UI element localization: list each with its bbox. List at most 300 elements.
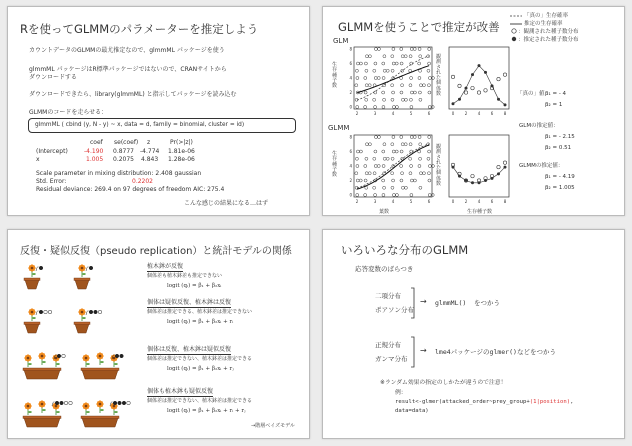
observed-point: [356, 194, 359, 197]
glmm-b1: β₁ = - 4.19: [545, 174, 575, 180]
observed-point: [428, 106, 431, 109]
observed-point: [382, 106, 385, 109]
observed-point: [382, 62, 385, 65]
observed-point: [391, 172, 394, 175]
arrow-1: →: [420, 297, 427, 306]
observed-point: [400, 62, 403, 65]
row-intercept-se: 0.8777: [113, 148, 134, 155]
legend-obs-symbol: [512, 29, 516, 33]
observed-point: [395, 194, 398, 197]
observed-point: [368, 143, 371, 146]
observed-point: [373, 157, 376, 160]
glm-distribution-plot: [443, 45, 513, 120]
row-intercept-z: -4.774: [140, 148, 160, 155]
observed-dist-point: [503, 161, 506, 164]
observed-point: [373, 69, 376, 72]
slide1-bullet2b: ダウンロードする: [29, 74, 77, 81]
glm-est-label: GLMの推定値：: [519, 123, 559, 129]
observed-point: [401, 143, 404, 146]
observed-point: [395, 106, 398, 109]
col-coef: coef: [90, 139, 103, 146]
example-code1: result<-glmer(attacked_order~prey_group+: [395, 399, 530, 405]
observed-point: [409, 55, 412, 58]
observed-point: [374, 62, 377, 65]
slide1-code-intro: GLMMのコードを走らせる：: [29, 109, 108, 116]
case2-title: 個体は疑似反復、植木鉢は反復: [147, 299, 232, 306]
estimated-dist-point: [452, 102, 455, 105]
observed-point: [365, 69, 368, 72]
observed-point: [392, 194, 395, 197]
observed-dist-point: [503, 73, 506, 76]
slide1-bullet1: カウントデータのGLMMの最尤推定なので、glmmML パッケージを使う: [29, 47, 225, 54]
example-code2: ,: [570, 399, 574, 405]
observed-point: [401, 55, 404, 58]
estimated-dist-point: [497, 98, 500, 101]
observed-point: [391, 157, 394, 160]
flower-icon: [38, 400, 45, 413]
y-label-glm: 生存種子数: [332, 62, 338, 89]
observed-point: [419, 143, 422, 146]
observed-point: [383, 98, 386, 101]
observed-point: [373, 186, 376, 189]
observed-point: [374, 48, 377, 51]
observed-point: [428, 136, 431, 139]
observed-point: [418, 91, 421, 94]
row-x-p: 1.28e-06: [168, 156, 195, 163]
observed-point: [365, 172, 368, 175]
observed-point: [419, 157, 422, 160]
observed-point: [364, 77, 367, 80]
flower-icon: [78, 264, 85, 277]
pkg2-line: [435, 348, 556, 356]
observed-point: [374, 136, 377, 139]
observed-point: [413, 48, 416, 51]
row-intercept-coef: -4.190: [84, 148, 104, 155]
y-tick-label: 6: [349, 61, 352, 66]
arrow-2: →: [420, 346, 427, 355]
observed-point: [391, 143, 394, 146]
observed-point: [374, 77, 377, 80]
estimated-dist-point: [465, 87, 468, 90]
observed-point: [377, 48, 380, 51]
observed-point: [427, 157, 430, 160]
glmm-label: GLMM: [328, 124, 350, 132]
x-tick-label: 0: [451, 111, 455, 116]
slide3-title: 反復・疑似反復（pseudo replication）と統計モデルの関係: [20, 246, 292, 257]
flower-icon: [24, 402, 31, 415]
observed-point: [368, 84, 371, 87]
observed-point: [377, 77, 380, 80]
seed-empty-icon: [64, 401, 68, 405]
dist-gamma: ガンマ分布: [375, 355, 408, 363]
y-tick-label: 6: [349, 149, 352, 154]
slide3-footer: →階層ベイズモデル: [251, 423, 295, 429]
observed-point: [428, 150, 431, 153]
x-tick-label: 3: [373, 199, 377, 204]
slide-various-distributions: [322, 229, 625, 439]
x-tick-label: 5: [409, 111, 413, 116]
estimated-dist-point: [497, 172, 500, 175]
legend-obs: ：観測された種子数分布: [518, 29, 579, 35]
observed-point: [377, 136, 380, 139]
observed-point: [428, 77, 431, 80]
x-tick-label: 5: [409, 199, 413, 204]
observed-point: [365, 84, 368, 87]
slide4-title: いろいろな分布のGLMM: [341, 243, 469, 257]
y-tick-label: 0: [349, 104, 352, 110]
seed-arrow-icon: [86, 311, 89, 315]
row-x-label: x: [36, 156, 40, 163]
flower-pot: [23, 368, 61, 379]
observed-point: [365, 55, 368, 58]
observed-point: [401, 186, 404, 189]
flower-pot: [23, 416, 61, 427]
seed-filled-icon: [118, 401, 122, 405]
case2-desc: 個体差は推定できる、植木鉢差は推定できない: [147, 309, 253, 315]
seed-filled-icon: [120, 354, 124, 358]
observed-point: [382, 179, 385, 182]
example-code-red: (1|position): [529, 399, 571, 405]
pkg2-text2: などをつかう: [516, 348, 556, 356]
observed-point: [382, 91, 385, 94]
estimated-dist-point: [504, 103, 507, 106]
observed-point: [419, 172, 422, 175]
pkg2-code2: glmer(): [489, 348, 517, 356]
dist-binomial: 二項分布: [375, 292, 401, 300]
observed-point: [356, 165, 359, 168]
seed-filled-icon: [57, 354, 61, 358]
flower-pot: [81, 416, 119, 427]
observed-dist-point: [471, 86, 474, 89]
slide1-bullet3: ダウンロードできたら、library(glmmML) と指示してパッケージを読み込む: [29, 91, 237, 98]
observed-point: [413, 179, 416, 182]
observed-point: [401, 172, 404, 175]
observed-point: [383, 55, 386, 58]
row-x-coef: 1.005: [86, 156, 104, 163]
slide-glmm-estimation: [7, 6, 310, 216]
x-tick-label: 3: [373, 111, 377, 116]
case2-formula: logit (qᵢ) = β₁ + β₂xᵢ + rᵢ: [167, 319, 234, 325]
observed-point: [410, 48, 413, 51]
observed-point: [410, 91, 413, 94]
observed-point: [374, 165, 377, 168]
seed-filled-icon: [89, 266, 93, 270]
observed-point: [356, 179, 359, 182]
glm-b2: β₂ = 0.51: [545, 145, 572, 151]
seed-arrow-icon: [86, 267, 89, 271]
x-label-seed: 生存種子数: [467, 209, 493, 215]
observed-dist-point: [458, 84, 461, 87]
example-code3: data=data): [395, 408, 429, 414]
observed-point: [392, 48, 395, 51]
example-label: 例：: [395, 390, 407, 396]
case3-title: 個体は反復、植木鉢は疑似反復: [147, 346, 232, 353]
slide-glmm-improvement: [322, 6, 625, 216]
observed-point: [374, 91, 377, 94]
observed-point: [374, 106, 377, 109]
observed-point: [404, 186, 407, 189]
flower-icon: [28, 264, 35, 277]
observed-point: [400, 179, 403, 182]
slide4-subtitle: 応答変数のばらつき: [355, 265, 414, 273]
flower-icon: [82, 354, 89, 367]
flower-icon: [28, 308, 35, 321]
observed-point: [428, 165, 431, 168]
observed-point: [392, 179, 395, 182]
observed-dist-point: [471, 174, 474, 177]
residual-line: Residual deviance: 269.4 on 97 degrees of freedom AIC: 275.4: [36, 186, 225, 193]
bracket-lines: [323, 230, 625, 439]
flower-icon: [38, 352, 45, 365]
x-tick-label: 2: [355, 111, 359, 116]
observed-point: [410, 106, 413, 109]
col-se: se(coef): [114, 139, 139, 146]
observed-point: [359, 150, 362, 153]
observed-point: [422, 172, 425, 175]
observed-point: [418, 136, 421, 139]
row-x-z: 4.843: [141, 156, 159, 163]
slide1-title: Rを使ってGLMMのパラメーターを推定しよう: [20, 22, 259, 36]
row-intercept-label: (Intercept): [36, 148, 68, 155]
observed-point: [418, 165, 421, 168]
observed-point: [355, 84, 358, 87]
x-tick-label: 6: [490, 111, 494, 116]
y-tick-label: 8: [349, 134, 352, 140]
x-tick-label: 8: [503, 111, 507, 116]
observed-point: [409, 172, 412, 175]
case4-title: 個体も植木鉢も疑似反復: [147, 388, 214, 395]
observed-point: [391, 186, 394, 189]
code-line: glmmML ( cbind (y, N - y) ~ x, data = d, family = binomial, cluster = id): [35, 122, 245, 128]
observed-point: [409, 98, 412, 101]
seed-empty-icon: [98, 310, 102, 314]
seed-filled-icon: [39, 266, 43, 270]
observed-point: [392, 106, 395, 109]
true-label: 「真の」値：: [517, 91, 551, 97]
observed-point: [400, 165, 403, 168]
observed-dist-point: [451, 75, 454, 78]
observed-point: [418, 77, 421, 80]
observed-point: [400, 91, 403, 94]
y-tick-label: 4: [349, 163, 352, 169]
slide2-title: GLMMを使うことで推定が改善: [338, 20, 500, 34]
observed-dist-point: [497, 77, 500, 80]
estimated-dist-point: [478, 64, 481, 67]
observed-point: [365, 98, 368, 101]
observed-point: [418, 48, 421, 51]
row-x-se: 0.2075: [113, 156, 134, 163]
observed-point: [391, 69, 394, 72]
legend-est: 推定の生存確率: [524, 21, 563, 27]
glm-scatter-plot: [346, 45, 436, 120]
observed-point: [355, 172, 358, 175]
flower-pot: [24, 278, 40, 289]
legend-est-symbol: [512, 37, 516, 41]
observed-point: [419, 55, 422, 58]
observed-point: [419, 98, 422, 101]
x-tick-label: 2: [464, 199, 468, 204]
x-tick-label: 0: [451, 199, 455, 204]
flower-icon: [82, 402, 89, 415]
observed-point: [365, 143, 368, 146]
flower-pot: [74, 322, 90, 333]
estimated-dist-point: [504, 166, 507, 169]
seed-filled-icon: [39, 310, 43, 314]
flower-pot: [24, 322, 40, 333]
observed-point: [365, 157, 368, 160]
observed-point: [364, 106, 367, 109]
seed-arrow-icon: [36, 267, 39, 271]
slide1-footer: こんな感じの結果になる…はず: [184, 200, 269, 207]
observed-point: [382, 77, 385, 80]
case3-desc: 個体差は推定できない、植木鉢差は推定できる: [147, 356, 253, 362]
observed-point: [400, 48, 403, 51]
observed-point: [382, 165, 385, 168]
observed-point: [382, 194, 385, 197]
estimated-dist-point: [458, 98, 461, 101]
observed-point: [368, 55, 371, 58]
observed-point: [413, 136, 416, 139]
case4-formula: logit (qᵢ) = β₁ + β₂xᵢ + rᵢ + rⱼ: [167, 408, 246, 414]
col-p: Pr(>|z|): [170, 139, 193, 146]
pkg2-text1: パッケージの: [450, 348, 490, 356]
scale-line: Scale parameter in mixing distribution: 2.408 gaussian: [36, 170, 202, 177]
observed-point: [428, 62, 431, 65]
seed-filled-icon: [89, 310, 93, 314]
case4-desc: 個体差は推定できない、植木鉢差は推定できる: [147, 398, 253, 404]
example-code-line1: [395, 399, 574, 406]
y-tick-label: 4: [349, 75, 352, 81]
observed-point: [409, 84, 412, 87]
seed-filled-icon: [94, 310, 98, 314]
x-tick-label: 6: [427, 199, 431, 204]
x-label-leaf: 葉数: [379, 209, 390, 215]
observed-dist-point: [484, 89, 487, 92]
x-tick-label: 6: [427, 111, 431, 116]
observed-point: [404, 98, 407, 101]
observed-point: [427, 84, 430, 87]
seed-filled-icon: [113, 401, 117, 405]
observed-point: [428, 179, 431, 182]
observed-point: [364, 62, 367, 65]
observed-point: [383, 157, 386, 160]
observed-point: [404, 55, 407, 58]
observed-point: [359, 62, 362, 65]
x-tick-label: 4: [391, 111, 395, 116]
observed-point: [382, 150, 385, 153]
pkg2-code: lme4: [435, 348, 451, 356]
observed-point: [355, 69, 358, 72]
x-tick-label: 4: [391, 199, 395, 204]
true-b2: β₂ = 1: [545, 102, 563, 108]
seed-empty-icon: [62, 354, 66, 358]
observed-point: [374, 150, 377, 153]
x-tick-label: 4: [477, 199, 481, 204]
observed-point: [359, 179, 362, 182]
x-tick-label: 2: [355, 199, 359, 204]
glmm-distribution-plot: [443, 133, 513, 208]
col-z: z: [147, 139, 151, 146]
y-label-glmm: 生存種子数: [332, 151, 338, 178]
observed-point: [392, 62, 395, 65]
observed-point: [428, 48, 431, 51]
glmm-b2: β₂ = 1.005: [545, 185, 575, 191]
pkg1-code: glmmML(): [435, 299, 467, 307]
estimated-dist-point: [471, 73, 474, 76]
seed-filled-icon: [55, 401, 59, 405]
observed-point: [413, 91, 416, 94]
case1-formula: logit (qᵢ) = β₁ + β₂xᵢ: [167, 283, 222, 289]
observed-point: [392, 91, 395, 94]
observed-point: [364, 194, 367, 197]
observed-point: [401, 84, 404, 87]
observed-point: [410, 77, 413, 80]
observed-point: [419, 84, 422, 87]
observed-point: [419, 186, 422, 189]
observed-point: [391, 55, 394, 58]
seed-filled-icon: [60, 401, 64, 405]
slide1-bullet2a: glmmML パッケージはR標準パッケージではないので、CRANサイトから: [29, 66, 227, 73]
observed-point: [356, 150, 359, 153]
y-label-count-glmm: 観測された個体数: [436, 144, 442, 187]
observed-point: [428, 91, 431, 94]
pkg1-text: をつかう: [474, 299, 500, 307]
observed-point: [391, 98, 394, 101]
row-intercept-p: 1.81e-06: [168, 148, 195, 155]
observed-dist-point: [464, 91, 467, 94]
observed-point: [377, 165, 380, 168]
slide-pseudo-replication: [7, 229, 310, 439]
glmm-est-label: GLMMの推定値：: [519, 163, 564, 169]
seed-empty-icon: [48, 310, 52, 314]
observed-point: [410, 194, 413, 197]
y-tick-label: 8: [349, 46, 352, 52]
observed-point: [364, 179, 367, 182]
flower-pot: [81, 368, 119, 379]
observed-point: [395, 150, 398, 153]
observed-point: [427, 69, 430, 72]
observed-point: [410, 179, 413, 182]
observed-point: [364, 165, 367, 168]
observed-dist-point: [497, 165, 500, 168]
y-tick-label: 2: [349, 178, 352, 183]
glm-label: GLM: [333, 37, 349, 45]
observed-point: [422, 84, 425, 87]
seed-empty-icon: [44, 310, 48, 314]
seed-empty-icon: [69, 401, 73, 405]
case1-title: 植木鉢が反復: [147, 263, 184, 270]
observed-point: [409, 157, 412, 160]
observed-point: [374, 194, 377, 197]
legend-true: 「真の」生存確率: [524, 13, 569, 19]
flower-icon: [96, 352, 103, 365]
seed-filled-icon: [115, 354, 119, 358]
flower-icon: [24, 354, 31, 367]
note: ※ランダム効果の指定のしかたが違うので注意！: [380, 380, 507, 386]
glm-b1: β₁ = - 2.15: [545, 134, 575, 140]
observed-point: [386, 69, 389, 72]
observed-point: [383, 186, 386, 189]
estimated-dist-point: [484, 71, 487, 74]
y-tick-label: 0: [349, 192, 352, 198]
y-label-count-glm: 観測された個体数: [436, 54, 442, 97]
observed-point: [355, 157, 358, 160]
observed-point: [373, 172, 376, 175]
observed-point: [410, 136, 413, 139]
case3-formula: logit (qᵢ) = β₁ + β₂xᵢ + rⱼ: [167, 366, 234, 372]
seed-filled-icon: [122, 401, 126, 405]
std-error-label: Std. Error:: [36, 178, 67, 185]
